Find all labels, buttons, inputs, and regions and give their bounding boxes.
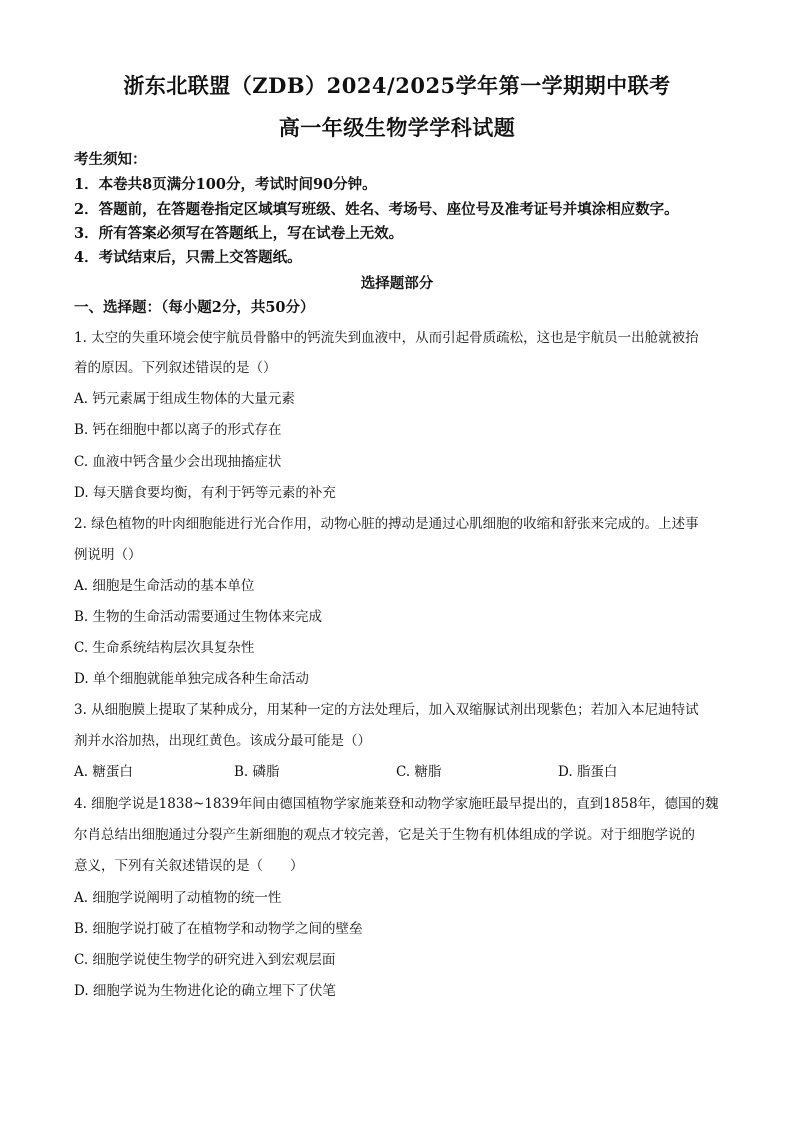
question-option: D. 每天膳食要均衡，有利于钙等元素的补充 [74, 485, 336, 501]
question-stem-line: 1. 太空的失重环境会使宇航员骨骼中的钙流失到血液中，从而引起骨质疏松，这也是宇航员一出舱就被抬 [74, 330, 699, 346]
question-stem-line: 3. 从细胞膜上提取了某种成分，用某种一定的方法处理后，加入双缩脲试剂出现紫色；若加入本尼迪特试 [74, 702, 699, 718]
question-option: D. 单个细胞就能单独完成各种生命活动 [74, 671, 309, 687]
question-stem-line: 意义，下列有关叙述错误的是（ ） [74, 858, 304, 874]
question-option: A. 细胞学说阐明了动植物的统一性 [74, 890, 282, 906]
question-stem-line: 尔肖总结出细胞通过分裂产生新细胞的观点才较完善，它是关于生物有机体组成的学说。对于细胞学说的 [74, 827, 695, 843]
notice-item: 1．本卷共8页满分100分，考试时间90分钟。 [74, 176, 377, 193]
question-option: C. 生命系统结构层次具复杂性 [74, 640, 255, 656]
notice-item: 4．考试结束后，只需上交答题纸。 [74, 249, 302, 266]
question-stem-line: 4. 细胞学说是1838~1839年间由德国植物学家施莱登和动物学家施旺最早提出的，直到1858年，德国的魏 [74, 796, 719, 812]
exam-title: 浙东北联盟（ZDB）2024/2025学年第一学期期中联考 [123, 73, 671, 98]
question-stem-line: 剂并水浴加热，出现红黄色。该成分最可能是（） [74, 733, 371, 749]
notice-item: 3．所有答案必须写在答题纸上，写在试卷上无效。 [74, 225, 404, 242]
question-option: A. 钙元素属于组成生物体的大量元素 [74, 391, 295, 407]
question-option: B. 生物的生命活动需要通过生物体来完成 [74, 609, 323, 625]
question-option: C. 细胞学说使生物学的研究进入到宏观层面 [74, 952, 336, 968]
question-option: B. 钙在细胞中都以离子的形式存在 [74, 422, 282, 438]
question-option: C. 糖脂 [396, 764, 442, 780]
notice-heading: 考生须知： [74, 151, 147, 168]
question-stem-line: 例说明（） [74, 547, 142, 563]
part-title: 一、选择题：（每小题2分，共50分） [74, 299, 315, 316]
question-option: D. 脂蛋白 [558, 764, 618, 780]
question-option: A. 细胞是生命活动的基本单位 [74, 578, 255, 594]
exam-subtitle: 高一年级生物学学科试题 [278, 115, 516, 140]
section-title: 选择题部分 [360, 275, 434, 292]
question-option: B. 细胞学说打破了在植物学和动物学之间的壁垒 [74, 921, 363, 937]
question-stem-line: 着的原因。下列叙述错误的是（） [74, 360, 277, 376]
question-stem-line: 2. 绿色植物的叶肉细胞能进行光合作用，动物心脏的搏动是通过心肌细胞的收缩和舒张来完成的。上述事 [74, 516, 699, 532]
question-option: D. 细胞学说为生物进化论的确立埋下了伏笔 [74, 983, 336, 999]
question-option: A. 糖蛋白 [74, 764, 133, 780]
question-option: B. 磷脂 [234, 764, 280, 780]
notice-item: 2．答题前，在答题卷指定区域填写班级、姓名、考场号、座位号及准考证号并填涂相应数字。 [74, 201, 679, 218]
question-option: C. 血液中钙含量少会出现抽搐症状 [74, 454, 282, 470]
